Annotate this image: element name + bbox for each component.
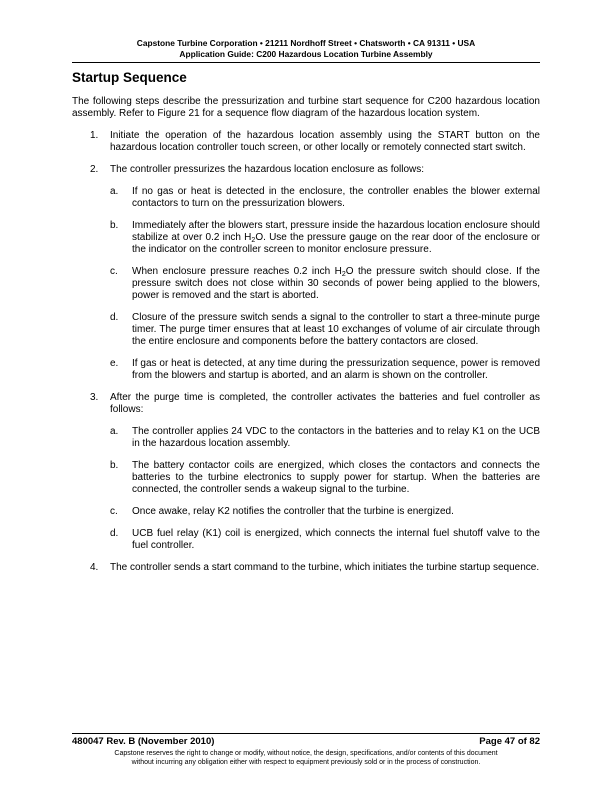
step-list — [72, 130, 540, 574]
substep-letter: b. — [110, 220, 119, 231]
substep-text: UCB fuel relay (K1) coil is energized, which connects the internal fuel shutoff valve to the fuel controller. — [132, 528, 540, 551]
footer-disclaimer — [0, 749, 612, 767]
step-number: 3. — [90, 392, 99, 403]
footer-divider — [72, 733, 540, 734]
substep-letter: c. — [110, 506, 118, 517]
substep-letter: d. — [110, 528, 119, 539]
step-item — [72, 562, 540, 574]
substep-list — [110, 186, 540, 382]
substep-item — [110, 460, 540, 496]
step-item — [72, 392, 540, 552]
substep-text — [132, 220, 540, 256]
substep-item — [110, 266, 540, 302]
intro-paragraph: The following steps describe the pressurization and turbine start sequence for C200 hazardous location assembly. Refer to Figure 21 for a sequence flow diagram of the hazardous location system. — [72, 96, 540, 119]
section-title: Startup Sequence — [72, 70, 187, 85]
substep-text: Closure of the pressure switch sends a signal to the controller to start a three-minute purge timer. The purge timer ensures that at least 10 exchanges of volume of air circulate through the entire enclosure and components before the battery contactors are closed. — [132, 312, 540, 347]
step-item — [72, 130, 540, 154]
step-item — [72, 164, 540, 382]
subscript: 2 — [341, 271, 346, 278]
substep-letter: d. — [110, 312, 119, 323]
substep-letter: e. — [110, 358, 119, 369]
step-text: Initiate the operation of the hazardous location assembly using the START button on the hazardous location controller touch screen, or other locally or remotely connected start switch. — [110, 130, 540, 153]
substep-item — [110, 426, 540, 450]
substep-text: If gas or heat is detected, at any time during the pressurization sequence, power is removed from the blowers and startup is aborted, and an alarm is shown on the controller. — [132, 358, 540, 381]
step-number: 1. — [90, 130, 99, 141]
substep-text: The battery contactor coils are energized, which closes the contactors and connects the batteries to the turbine electronics to supply power for startup. When the batteries are connected, the controller sends a wakeup signal to the turbine. — [132, 460, 540, 495]
text-segment: When enclosure pressure reaches 0.2 inch H — [132, 266, 342, 277]
disclaimer-line: Capstone reserves the right to change or modify, without notice, the design, specifications, and/or contents of this document — [114, 750, 498, 757]
substep-list — [110, 426, 540, 552]
document-revision: 480047 Rev. B (November 2010) — [72, 736, 215, 747]
header-guide-title: Application Guide: C200 Hazardous Location Turbine Assembly — [179, 49, 433, 59]
step-text: The controller sends a start command to the turbine, which initiates the turbine startup sequence. — [110, 562, 540, 573]
step-number: 4. — [90, 562, 99, 573]
text-segment: O the pressure switch should close. If the pressure switch does not close within 30 seconds of power being applied to the blowers, power is removed and the start is aborted. — [132, 266, 540, 301]
page-body — [72, 96, 540, 584]
text-segment: O. Use the pressure gauge on the rear door of the enclosure or the indicator on the controller screen to monitor enclosure pressure. — [132, 232, 541, 255]
substep-text: Once awake, relay K2 notifies the controller that the turbine is energized. — [132, 506, 454, 517]
substep-item — [110, 506, 540, 518]
page-header — [0, 38, 612, 60]
substep-letter: a. — [110, 426, 119, 437]
subscript: 2 — [251, 237, 256, 244]
step-number: 2. — [90, 164, 99, 175]
substep-letter: b. — [110, 460, 119, 471]
text-segment: Immediately after the blowers start, pressure inside the hazardous location enclosure should stabilize at over 0.2 inch H — [132, 220, 540, 243]
substep-item — [110, 186, 540, 210]
header-company-line: Capstone Turbine Corporation • 21211 Nordhoff Street • Chatsworth • CA 91311 • USA — [136, 38, 476, 48]
header-divider — [72, 62, 540, 63]
step-text: After the purge time is completed, the controller activates the batteries and fuel controller as follows: — [110, 392, 540, 415]
page-number: Page 47 of 82 — [479, 736, 540, 747]
substep-item — [110, 220, 540, 256]
step-text: The controller pressurizes the hazardous location enclosure as follows: — [110, 164, 425, 175]
substep-text: If no gas or heat is detected in the enclosure, the controller enables the blower external contactors to turn on the pressurization blowers. — [132, 186, 540, 209]
substep-item — [110, 528, 540, 552]
substep-letter: a. — [110, 186, 119, 197]
substep-letter: c. — [110, 266, 118, 277]
substep-item — [110, 312, 540, 348]
substep-text — [132, 266, 540, 302]
substep-item — [110, 358, 540, 382]
disclaimer-line: without incurring any obligation either with respect to equipment previously sold or in the process of construction. — [131, 759, 481, 766]
substep-text: The controller applies 24 VDC to the contactors in the batteries and to relay K1 on the UCB in the hazardous location assembly. — [132, 426, 540, 449]
